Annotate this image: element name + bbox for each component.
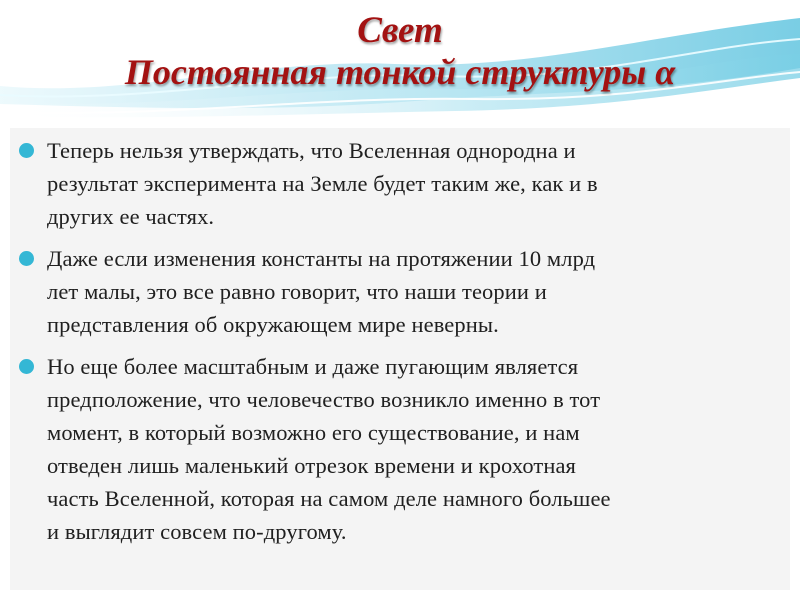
bullet-item [19,350,779,548]
bullet-dot-icon [19,251,34,266]
bullet-item [19,134,779,233]
slide-subtitle: Постоянная тонкой структуры α [124,52,676,93]
bullet-line: Но еще более масштабным и даже пугающим является [47,354,579,379]
bullet-line: часть Вселенной, которая на самом деле намного большее [47,486,611,511]
bullet-line: результат эксперимента на Земле будет таким же, как и в [47,171,598,196]
bullet-line: Теперь нельзя утверждать, что Вселенная однородна и [47,138,576,163]
bullet-line: предположение, что человечество возникло именно в тот [47,387,601,412]
bullet-item [19,242,779,341]
bullet-line: Даже если изменения константы на протяжении 10 млрд [47,246,596,271]
bullet-line: отведен лишь маленький отрезок времени и крохотная [47,453,576,478]
slide-title: Свет [357,10,443,51]
bullet-list [19,134,779,557]
bullet-dot-icon [19,143,34,158]
bullet-line: лет малы, это все равно говорит, что наши теории и [47,279,547,304]
bullet-line: других ее частях. [47,204,215,229]
bullet-line: момент, в который возможно его существование, и нам [47,420,580,445]
bullet-dot-icon [19,359,34,374]
title-block [0,10,800,93]
bullet-line: представления об окружающем мире неверны. [47,312,499,337]
bullet-line: и выглядит совсем по-другому. [47,519,347,544]
